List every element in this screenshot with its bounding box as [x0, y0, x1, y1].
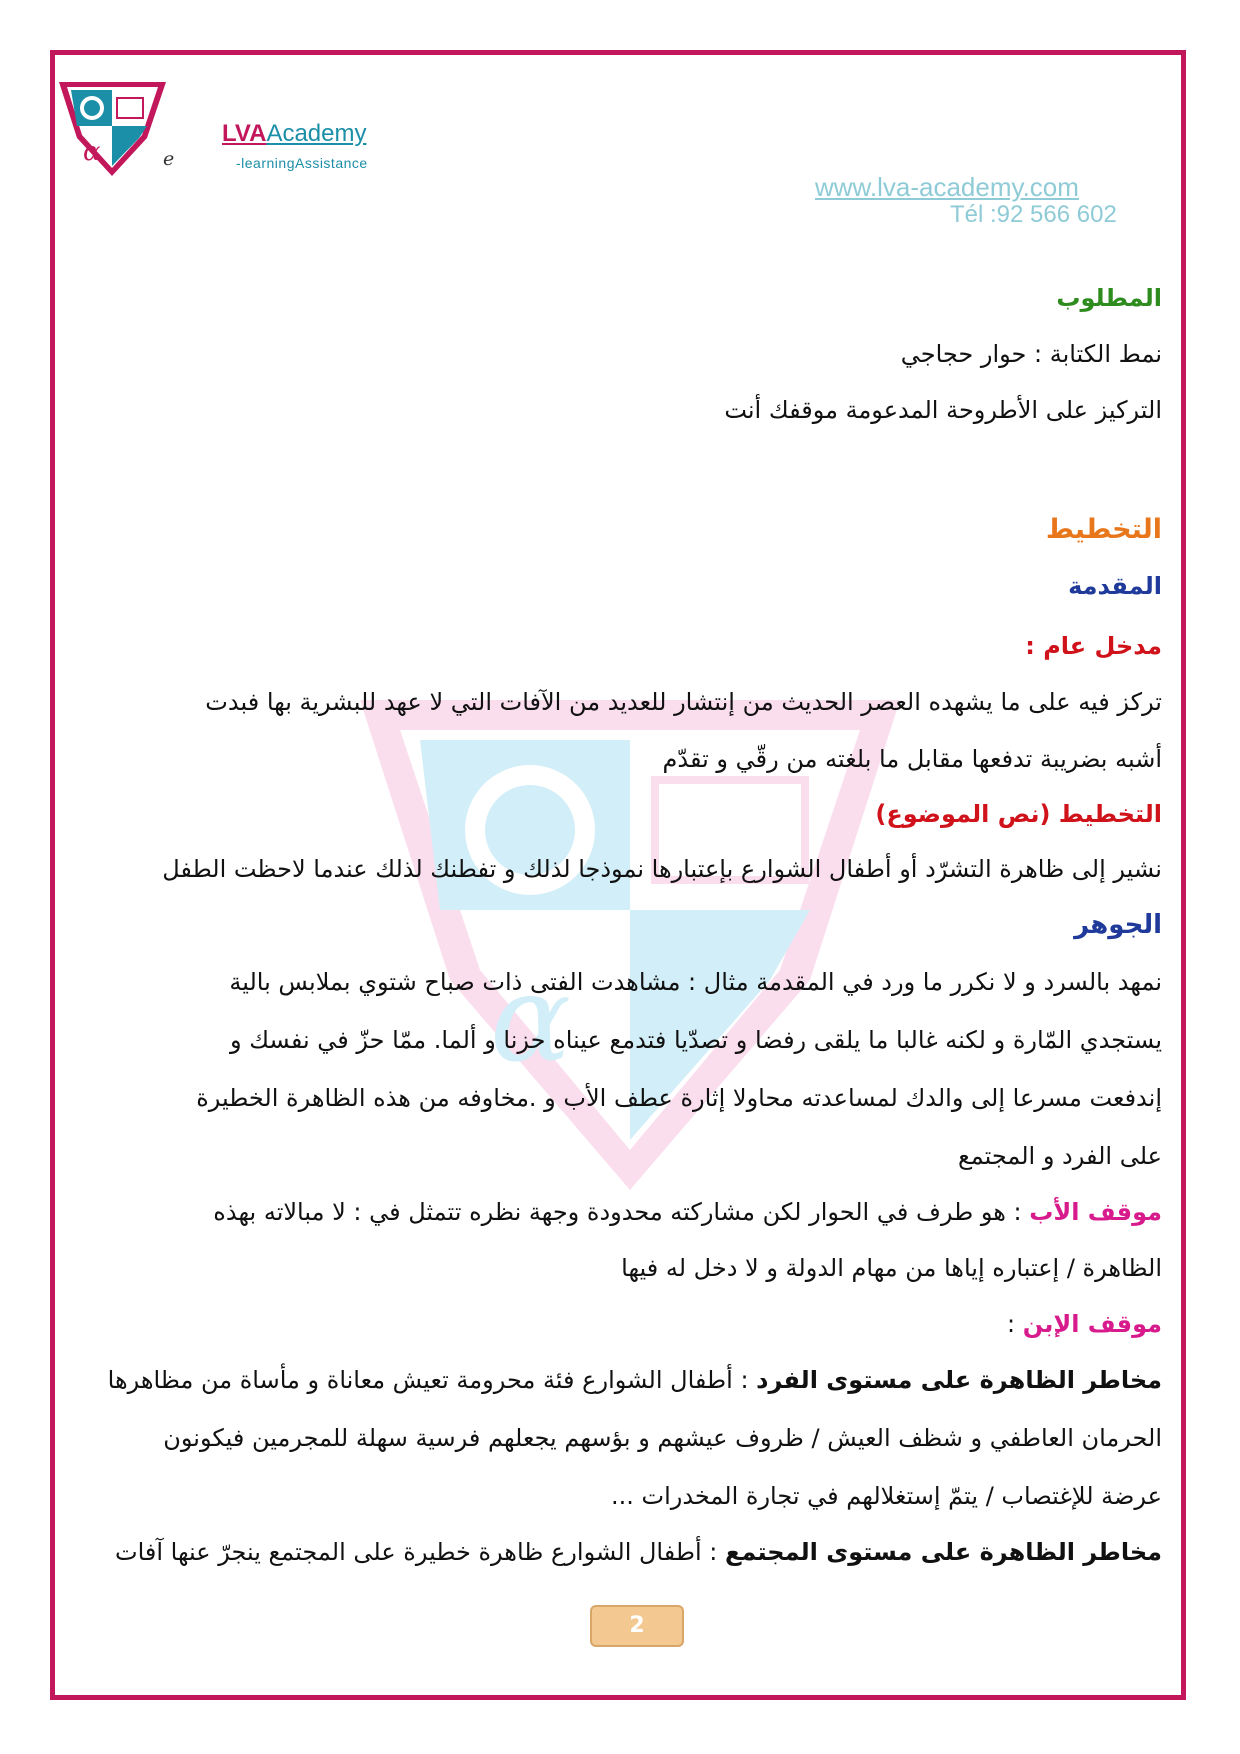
heading-general-entry: مدخل عام :	[1025, 632, 1162, 660]
son-position-line	[1007, 1310, 1162, 1338]
brand-tagline: -learningAssistance	[236, 155, 368, 171]
lva-logo-icon	[55, 78, 170, 178]
brand-name	[222, 120, 366, 148]
svg-text:α: α	[83, 137, 101, 167]
focus-line: التركيز على الأطروحة المدعومة موقفك أنت	[724, 396, 1162, 424]
father-position-line-2: الظاهرة / إعتباره إياها من مهام الدولة و لا دخل له فيها	[621, 1254, 1162, 1282]
page-number-badge: 2	[590, 1605, 684, 1647]
risk-individual-line-1	[108, 1366, 1162, 1394]
father-position-text: : هو طرف في الحوار لكن مشاركته محدودة وجهة نظره تتمثل في : لا مبالاته بهذه	[213, 1198, 1030, 1226]
father-position-label: موقف الأب	[1029, 1198, 1162, 1226]
son-position-colon: :	[1007, 1310, 1023, 1338]
logo-e-letter: e	[163, 148, 175, 170]
risk-individual-text: : أطفال الشوارع فئة محرومة تعيش معاناة و مأساة من مظاهرها	[107, 1366, 757, 1394]
svg-text:α: α	[490, 950, 572, 1089]
heading-topic-plan: التخطيط (نص الموضوع)	[875, 800, 1162, 828]
website-link[interactable]: www.lva-academy.com	[815, 172, 1079, 202]
brand-academy: Academy	[266, 120, 367, 147]
son-position-label: موقف الإبن	[1022, 1310, 1162, 1338]
heading-required: المطلوب	[1056, 284, 1162, 312]
risk-society-line-1	[115, 1538, 1162, 1566]
father-position-line-1	[213, 1198, 1162, 1226]
core-line-3: إندفعت مسرعا إلى والدك لمساعدته محاولا إثارة عطف الأب و .مخاوفه من هذه الظاهرة الخطيرة	[196, 1084, 1162, 1112]
core-line-1: نمهد بالسرد و لا نكرر ما ورد في المقدمة مثال : مشاهدت الفتى ذات صباح شتوي بملابس بالية	[229, 968, 1162, 996]
heading-planning: التخطيط	[1045, 514, 1162, 545]
phone-number: Tél :92 566 602	[950, 201, 1117, 228]
general-entry-line-2: أشبه بضريبة تدفعها مقابل ما بلغته من رقّي و تقدّم	[662, 745, 1162, 773]
core-line-4: على الفرد و المجتمع	[957, 1142, 1162, 1170]
risk-individual-line-3: عرضة للإغتصاب / يتمّ إستغلالهم في تجارة المخدرات ...	[610, 1482, 1162, 1510]
heading-introduction: المقدمة	[1068, 572, 1162, 600]
risk-society-text: : أطفال الشوارع ظاهرة خطيرة على المجتمع ينجرّ عنها آفات	[114, 1538, 725, 1566]
risk-society-label: مخاطر الظاهرة على مستوى المجتمع	[725, 1538, 1162, 1566]
topic-plan-line: نشير إلى ظاهرة التشرّد أو أطفال الشوارع بإعتبارها نموذجا لذلك و تفطنك لذلك عندما لاحظت الطفل	[162, 855, 1162, 883]
general-entry-line-1: تركز فيه على ما يشهده العصر الحديث من إنتشار للعديد من الآفات التي لا عهد للبشرية بها فبدت	[205, 688, 1162, 716]
risk-individual-line-2: الحرمان العاطفي و شظف العيش / ظروف عيشهم و بؤسهم يجعلهم فرسية سهلة للمجرمين فيكونون	[163, 1424, 1162, 1452]
brand-lva: LVA	[222, 120, 267, 147]
core-line-2: يستجدي المّارة و لكنه غالبا ما يلقى رفضا و تصدّيا فتدمع عيناه حزنا و ألما. ممّا حزّ في نفسك و	[229, 1026, 1162, 1054]
risk-individual-label: مخاطر الظاهرة على مستوى الفرد	[756, 1366, 1162, 1394]
heading-core: الجوهر	[1074, 910, 1162, 940]
writing-style-line: نمط الكتابة : حوار حجاجي	[900, 340, 1162, 368]
